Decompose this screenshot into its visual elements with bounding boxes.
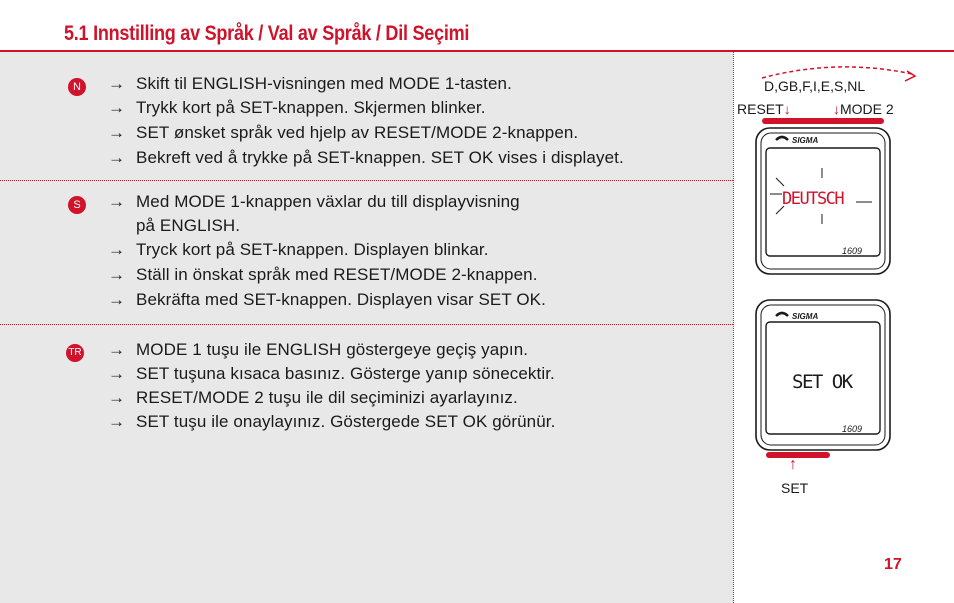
right-arrow-icon: → <box>108 148 126 167</box>
section-divider <box>0 324 733 325</box>
instruction-line: på ENGLISH. <box>136 216 241 235</box>
language-list: D,GB,F,I,E,S,NL <box>764 78 866 94</box>
instruction-line: → MODE 1 tuşu ile ENGLISH göstergeye geçiş yapın. <box>108 340 529 359</box>
right-arrow-icon: → <box>108 364 126 383</box>
instruction-line: → Med MODE 1-knappen växlar du till displayvisning <box>108 192 520 211</box>
right-arrow-icon: → <box>108 388 126 407</box>
instruction-line: → Tryck kort på SET-knappen. Displayen blinkar. <box>108 240 489 259</box>
model-label: 1609 <box>842 424 863 434</box>
instruction-line: → Bekräfta med SET-knappen. Displayen visar SET OK. <box>108 290 546 309</box>
right-arrow-icon: → <box>108 340 126 359</box>
up-arrow-icon: ↑ <box>789 456 797 473</box>
instruction-line: → RESET/MODE 2 tuşu ile dil seçiminizi ayarlayınız. <box>108 388 518 407</box>
instruction-line: → SET ønsket språk ved hjelp av RESET/MODE 2-knappen. <box>108 123 579 142</box>
instruction-line: → Ställ in önskat språk med RESET/MODE 2-knappen. <box>108 265 538 284</box>
instruction-line: → Skift til ENGLISH-visningen med MODE 1-tasten. <box>108 74 512 93</box>
instruction-line: → SET tuşu ile onaylayınız. Göstergede SET OK görünür. <box>108 412 556 431</box>
down-arrow-icon: ↓ <box>833 101 840 117</box>
bike-computer-device <box>752 296 894 466</box>
instruction-line: → Bekreft ved å trykke på SET-knappen. SET OK vises i displayet. <box>108 148 624 167</box>
section-divider <box>0 180 733 181</box>
bike-computer-device <box>752 118 894 278</box>
model-label: 1609 <box>842 246 863 256</box>
display-text: DEUTSCH <box>782 189 844 209</box>
right-arrow-icon: → <box>108 74 126 93</box>
column-divider <box>733 52 734 603</box>
right-arrow-icon: → <box>108 192 126 211</box>
brand-label: SIGMA <box>792 312 819 321</box>
page-title: 5.1 Innstilling av Språk / Val av Språk / Dil Seçimi <box>64 22 470 45</box>
right-arrow-icon: → <box>108 123 126 142</box>
right-arrow-icon: → <box>108 290 126 309</box>
right-arrow-icon: → <box>108 98 126 117</box>
reset-label: RESET↓ <box>737 101 791 117</box>
display-text: SET OK <box>792 371 852 393</box>
page-number: 17 <box>884 556 902 573</box>
down-arrow-icon: ↓ <box>783 101 791 117</box>
right-arrow-icon: → <box>108 240 126 259</box>
instruction-line: → SET tuşuna kısaca basınız. Gösterge yanıp sönecektir. <box>108 364 555 383</box>
language-badge-n: N <box>68 78 86 96</box>
brand-label: SIGMA <box>792 136 819 145</box>
set-label: SET <box>781 480 809 496</box>
mode2-label: ↓MODE 2 <box>833 101 894 117</box>
language-badge-s: S <box>68 196 86 214</box>
right-arrow-icon: → <box>108 412 126 431</box>
right-arrow-icon: → <box>108 265 126 284</box>
instruction-line: → Trykk kort på SET-knappen. Skjermen blinker. <box>108 98 486 117</box>
language-badge-tr: TR <box>66 344 84 362</box>
